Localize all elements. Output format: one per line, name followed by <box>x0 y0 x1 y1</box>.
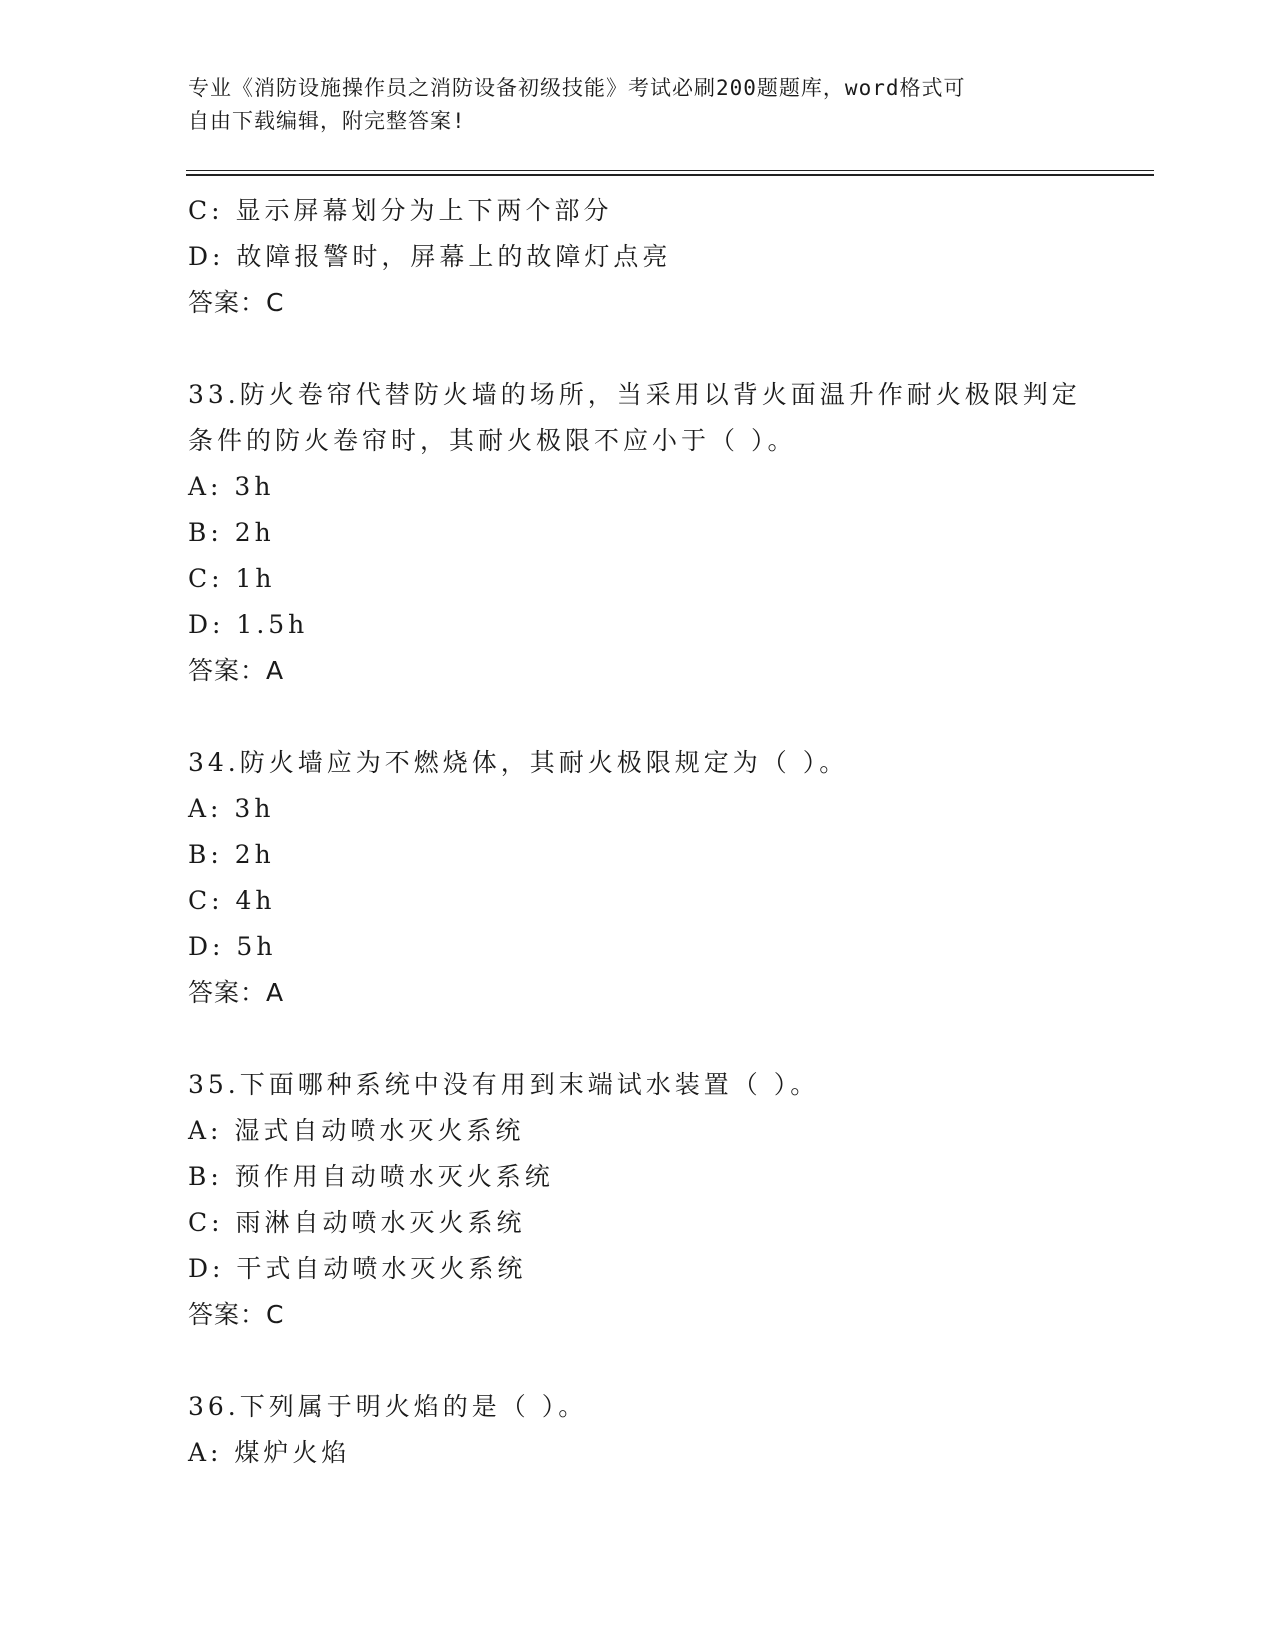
header-line-2: 自由下载编辑，附完整答案! <box>188 109 466 133</box>
question-stem: 34.防火墙应为不燃烧体，其耐火极限规定为（ ）。 <box>188 748 849 777</box>
spacer <box>188 1338 1148 1384</box>
header-line-1: 专业《消防设施操作员之消防设备初级技能》考试必刷200题题库，word格式可 <box>188 76 966 100</box>
option-line: A: 煤炉火焰 <box>188 1438 351 1467</box>
question-list <box>188 188 1148 1476</box>
option-line: A: 湿式自动喷水灭火系统 <box>188 1116 525 1145</box>
option-line: C: 4h <box>188 886 276 915</box>
header-rule-bottom <box>186 174 1154 176</box>
spacer <box>188 326 1148 372</box>
question-33 <box>188 372 1148 694</box>
option-line: C: 显示屏幕划分为上下两个部分 <box>188 196 613 225</box>
option-line: A: 3h <box>188 794 275 823</box>
option-line: D: 故障报警时，屏幕上的故障灯点亮 <box>188 242 672 271</box>
question-continuation <box>188 188 1148 326</box>
header-rule-top <box>186 170 1154 171</box>
option-line: B: 2h <box>188 518 275 547</box>
answer-line: 答案：C <box>188 288 285 317</box>
question-stem: 条件的防火卷帘时，其耐火极限不应小于（ ）。 <box>188 426 797 455</box>
answer-line: 答案：A <box>188 978 285 1007</box>
question-stem: 33.防火卷帘代替防火墙的场所，当采用以背火面温升作耐火极限判定 <box>188 380 1081 409</box>
question-35 <box>188 1062 1148 1338</box>
spacer <box>188 694 1148 740</box>
option-line: D: 干式自动喷水灭火系统 <box>188 1254 527 1283</box>
option-line: B: 预作用自动喷水灭火系统 <box>188 1162 554 1191</box>
option-line: D: 5h <box>188 932 277 961</box>
question-stem: 36.下列属于明火焰的是（ ）。 <box>188 1392 588 1421</box>
answer-line: 答案：A <box>188 656 285 685</box>
question-stem: 35.下面哪种系统中没有用到末端试水装置（ ）。 <box>188 1070 820 1099</box>
question-34 <box>188 740 1148 1016</box>
option-line: C: 雨淋自动喷水灭火系统 <box>188 1208 526 1237</box>
question-36 <box>188 1384 1148 1476</box>
document-header <box>188 72 1068 138</box>
answer-line: 答案：C <box>188 1300 285 1329</box>
option-line: A: 3h <box>188 472 275 501</box>
option-line: C: 1h <box>188 564 276 593</box>
option-line: B: 2h <box>188 840 275 869</box>
spacer <box>188 1016 1148 1062</box>
option-line: D: 1.5h <box>188 610 309 639</box>
